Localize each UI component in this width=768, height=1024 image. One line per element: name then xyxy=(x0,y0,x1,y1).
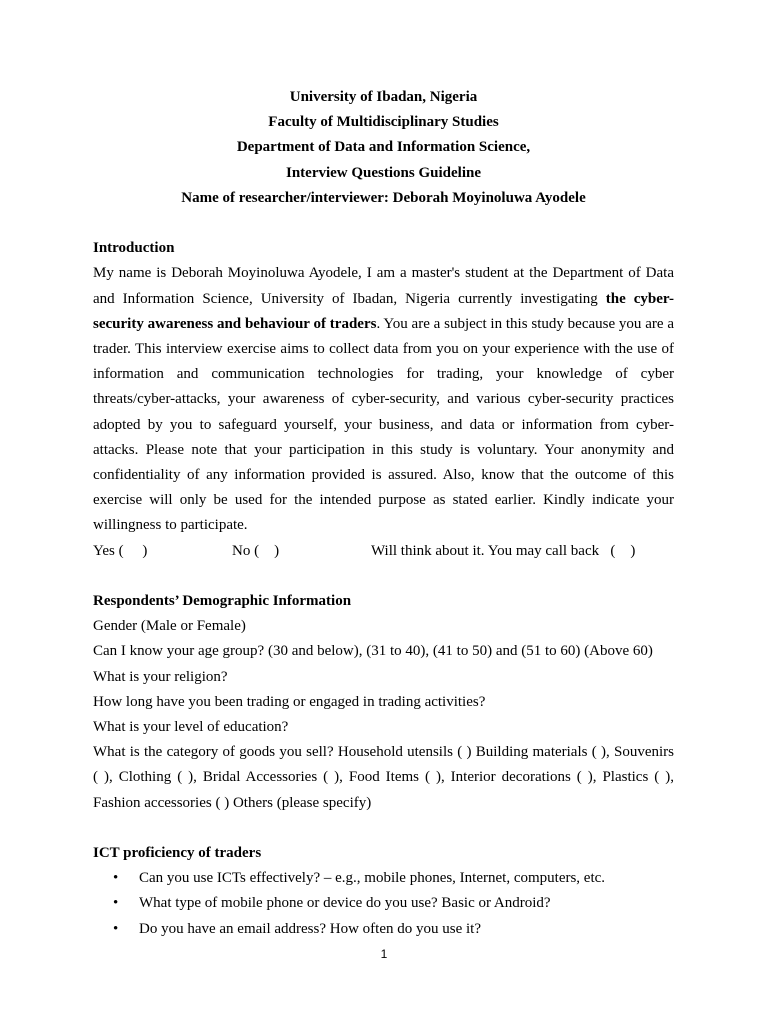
spacer xyxy=(93,564,674,589)
header-guideline-title: Interview Questions Guideline xyxy=(285,164,481,181)
ict-question-text: Do you have an email address? How often do you use it? xyxy=(139,920,481,937)
question-trading-duration: How long have you been trading or engaged in trading activities? xyxy=(93,693,486,710)
introduction-bold-topic: the cyber-security awareness and behaviour of traders xyxy=(93,290,675,332)
question-age-group: Can I know your age group? (30 and below), (31 to 40), (41 to 50) and (51 to 60) (Above 60) xyxy=(93,643,653,660)
introduction-paragraph xyxy=(93,261,674,538)
list-item xyxy=(93,891,674,916)
header-department: Department of Data and Information Science, xyxy=(236,139,531,156)
list-item xyxy=(93,866,674,891)
introduction-text-start: My name is Deborah Moyinoluwa Ayodele, I am a master's student at the Department of Data and Information Science, University of Ibadan, Nigeria currently investigating xyxy=(93,265,674,307)
question-gender: Gender (Male or Female) xyxy=(93,618,246,635)
spacer xyxy=(93,211,674,236)
bullet-icon: • xyxy=(113,895,119,912)
ict-heading: ICT proficiency of traders xyxy=(93,845,262,862)
introduction-text-end: . You are a subject in this study because you are a trader. This interview exercise aims to collect data from you on your experience with the use of information and communication technologies for trading, your knowledge of cyber threats/cyber-attacks, your awareness of cyber-security, and various cyber-security practices adopted by you to safeguard yourself, your business, and data or information from cyber-attacks. Please note that your participation in this study is voluntary. Your anonymity and confidentiality of any information provided is assured. Also, know that the outcome of this exercise will only be used for the intended purpose as stated earlier. Kindly indicate your willingness to participate. xyxy=(93,315,674,534)
question-education: What is your level of education? xyxy=(93,719,289,736)
ict-question-text: Can you use ICTs effectively? – e.g., mobile phones, Internet, computers, etc. xyxy=(139,870,606,887)
list-item xyxy=(93,917,674,942)
header-faculty: Faculty of Multidisciplinary Studies xyxy=(268,114,499,131)
option-call-back[interactable]: Will think about it. You may call back ( ) xyxy=(371,542,636,559)
ict-question-text: What type of mobile phone or device do you use? Basic or Android? xyxy=(139,895,551,912)
bullet-icon: • xyxy=(113,920,119,937)
participation-options xyxy=(93,539,674,564)
demographics-heading: Respondents’ Demographic Information xyxy=(93,593,352,610)
document-body xyxy=(93,85,674,942)
page-number: 1 xyxy=(380,947,388,961)
spacer xyxy=(93,816,674,841)
question-religion: What is your religion? xyxy=(93,668,228,685)
introduction-heading: Introduction xyxy=(93,240,175,257)
question-goods-category: What is the category of goods you sell? Household utensils ( ) Building materials ( ), Souvenirs ( ), Clothing ( ), Bridal Accessories ( ), Food Items ( ), Interior decorations ( ), Plastics ( ), Fashion accessories ( ) Others (please specify) xyxy=(93,744,674,811)
option-no[interactable]: No ( ) xyxy=(232,542,280,559)
option-yes[interactable]: Yes ( ) xyxy=(93,542,148,559)
header-researcher-name: Name of researcher/interviewer: Deborah Moyinoluwa Ayodele xyxy=(181,189,586,206)
bullet-icon: • xyxy=(113,870,119,887)
header-university: University of Ibadan, Nigeria xyxy=(289,89,478,105)
ict-question-list xyxy=(93,866,674,942)
